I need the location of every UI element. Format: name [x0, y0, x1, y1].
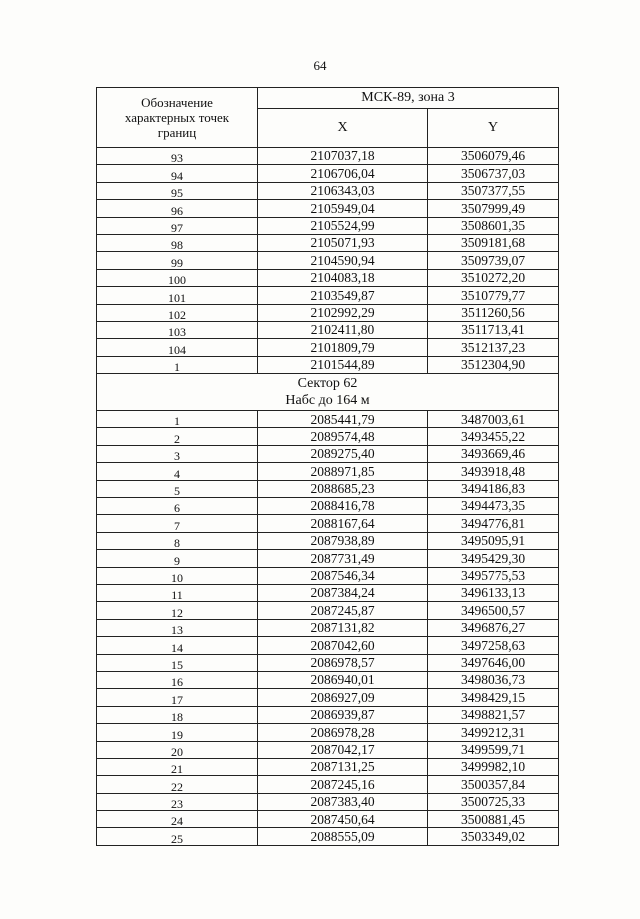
point-label-header-line: границ [157, 125, 197, 140]
point-label-cell: 7 [97, 515, 258, 532]
y-coordinate-cell: 3493918,48 [428, 463, 559, 480]
y-coordinate-cell: 3495775,53 [428, 567, 559, 584]
point-label-cell: 97 [97, 217, 258, 234]
table-row [97, 304, 559, 321]
x-coordinate-cell: 2086940,01 [258, 671, 428, 688]
point-label-header-line: характерных точек [124, 110, 230, 125]
point-label-cell: 98 [97, 234, 258, 251]
x-column-header: X [258, 109, 428, 148]
x-coordinate-cell: 2106706,04 [258, 165, 428, 182]
table-row [97, 706, 559, 723]
x-coordinate-cell: 2087131,82 [258, 619, 428, 636]
table-row [97, 532, 559, 549]
x-coordinate-cell: 2102411,80 [258, 321, 428, 338]
y-coordinate-cell: 3506079,46 [428, 148, 559, 165]
point-label-cell: 19 [97, 724, 258, 741]
table-row [97, 741, 559, 758]
y-coordinate-cell: 3495095,91 [428, 532, 559, 549]
point-label-cell: 6 [97, 498, 258, 515]
x-coordinate-cell: 2088416,78 [258, 498, 428, 515]
point-label-cell: 18 [97, 706, 258, 723]
x-coordinate-cell: 2089574,48 [258, 428, 428, 445]
y-coordinate-cell: 3498036,73 [428, 671, 559, 688]
table-row [97, 671, 559, 688]
x-coordinate-cell: 2087042,60 [258, 637, 428, 654]
point-label-cell: 23 [97, 793, 258, 810]
y-coordinate-cell: 3510272,20 [428, 269, 559, 286]
sector-section [97, 374, 559, 411]
x-coordinate-cell: 2087450,64 [258, 811, 428, 828]
point-label-cell: 8 [97, 532, 258, 549]
y-coordinate-cell: 3507999,49 [428, 200, 559, 217]
x-coordinate-cell: 2087245,87 [258, 602, 428, 619]
point-label-cell: 103 [97, 321, 258, 338]
point-label-cell: 102 [97, 304, 258, 321]
point-label-cell: 16 [97, 671, 258, 688]
x-coordinate-cell: 2101809,79 [258, 339, 428, 356]
table-body-top [97, 148, 559, 374]
y-coordinate-cell: 3509181,68 [428, 234, 559, 251]
table-row [97, 165, 559, 182]
x-coordinate-cell: 2106343,03 [258, 182, 428, 199]
table-row [97, 463, 559, 480]
y-coordinate-cell: 3496876,27 [428, 619, 559, 636]
x-coordinate-cell: 2087131,25 [258, 758, 428, 775]
table-row [97, 269, 559, 286]
point-label-cell: 2 [97, 428, 258, 445]
x-coordinate-cell: 2102992,29 [258, 304, 428, 321]
x-coordinate-cell: 2086978,57 [258, 654, 428, 671]
y-coordinate-cell: 3500881,45 [428, 811, 559, 828]
x-coordinate-cell: 2086978,28 [258, 724, 428, 741]
x-coordinate-cell: 2088971,85 [258, 463, 428, 480]
point-label-cell: 25 [97, 828, 258, 845]
table-row [97, 689, 559, 706]
y-coordinate-cell: 3487003,61 [428, 411, 559, 428]
y-coordinate-cell: 3499599,71 [428, 741, 559, 758]
y-column-header: Y [428, 109, 559, 148]
x-coordinate-cell: 2088167,64 [258, 515, 428, 532]
y-coordinate-cell: 3495429,30 [428, 550, 559, 567]
table-row [97, 828, 559, 845]
x-coordinate-cell: 2105071,93 [258, 234, 428, 251]
x-coordinate-cell: 2088685,23 [258, 480, 428, 497]
y-coordinate-cell: 3497258,63 [428, 637, 559, 654]
y-coordinate-cell: 3509739,07 [428, 252, 559, 269]
table-row [97, 724, 559, 741]
table-header [97, 88, 559, 148]
point-label-cell: 17 [97, 689, 258, 706]
table-row [97, 217, 559, 234]
y-coordinate-cell: 3500357,84 [428, 776, 559, 793]
x-coordinate-cell: 2086927,09 [258, 689, 428, 706]
table-row [97, 480, 559, 497]
table-row [97, 811, 559, 828]
y-coordinate-cell: 3493669,46 [428, 445, 559, 462]
y-coordinate-cell: 3507377,55 [428, 182, 559, 199]
table-row [97, 776, 559, 793]
point-label-cell: 22 [97, 776, 258, 793]
table-body-bottom [97, 411, 559, 846]
table-row [97, 793, 559, 810]
y-coordinate-cell: 3510779,77 [428, 287, 559, 304]
x-coordinate-cell: 2105949,04 [258, 200, 428, 217]
point-label-cell: 11 [97, 584, 258, 601]
x-coordinate-cell: 2087384,24 [258, 584, 428, 601]
sector-heading [97, 374, 559, 411]
table-row [97, 584, 559, 601]
point-label-header [97, 88, 258, 148]
table-row [97, 287, 559, 304]
x-coordinate-cell: 2088555,09 [258, 828, 428, 845]
table-row [97, 234, 559, 251]
table-row [97, 252, 559, 269]
y-coordinate-cell: 3494776,81 [428, 515, 559, 532]
x-coordinate-cell: 2104083,18 [258, 269, 428, 286]
point-label-cell: 5 [97, 480, 258, 497]
point-label-header-line: Обозначение [141, 95, 213, 110]
table-row [97, 356, 559, 373]
x-coordinate-cell: 2087245,16 [258, 776, 428, 793]
y-coordinate-cell: 3512137,23 [428, 339, 559, 356]
table-row [97, 515, 559, 532]
point-label-cell: 9 [97, 550, 258, 567]
table-row [97, 148, 559, 165]
y-coordinate-cell: 3506737,03 [428, 165, 559, 182]
point-label-cell: 104 [97, 339, 258, 356]
x-coordinate-cell: 2087938,89 [258, 532, 428, 549]
x-coordinate-cell: 2086939,87 [258, 706, 428, 723]
x-coordinate-cell: 2087042,17 [258, 741, 428, 758]
table-row [97, 567, 559, 584]
point-label-cell: 4 [97, 463, 258, 480]
x-coordinate-cell: 2087546,34 [258, 567, 428, 584]
y-coordinate-cell: 3494473,35 [428, 498, 559, 515]
table-row [97, 498, 559, 515]
point-label-cell: 94 [97, 165, 258, 182]
point-label-cell: 3 [97, 445, 258, 462]
x-coordinate-cell: 2087731,49 [258, 550, 428, 567]
sector-title: Сектор 62 [297, 376, 358, 392]
point-label-cell: 95 [97, 182, 258, 199]
table-row [97, 411, 559, 428]
table-row [97, 428, 559, 445]
point-label-cell: 99 [97, 252, 258, 269]
coordinate-system-header: МСК-89, зона 3 [258, 88, 559, 109]
y-coordinate-cell: 3512304,90 [428, 356, 559, 373]
table-row [97, 637, 559, 654]
y-coordinate-cell: 3503349,02 [428, 828, 559, 845]
x-coordinate-cell: 2101544,89 [258, 356, 428, 373]
x-coordinate-cell: 2085441,79 [258, 411, 428, 428]
point-label-cell: 20 [97, 741, 258, 758]
table-row [97, 200, 559, 217]
y-coordinate-cell: 3496500,57 [428, 602, 559, 619]
point-label-cell: 21 [97, 758, 258, 775]
x-coordinate-cell: 2089275,40 [258, 445, 428, 462]
sector-height: Набс до 164 м [285, 393, 370, 409]
table-row [97, 321, 559, 338]
y-coordinate-cell: 3499982,10 [428, 758, 559, 775]
x-coordinate-cell: 2087383,40 [258, 793, 428, 810]
table-row [97, 758, 559, 775]
point-label-cell: 15 [97, 654, 258, 671]
table-row [97, 339, 559, 356]
y-coordinate-cell: 3496133,13 [428, 584, 559, 601]
point-label-cell: 24 [97, 811, 258, 828]
page-number: 64 [313, 58, 327, 73]
table-row [97, 654, 559, 671]
table-row [97, 445, 559, 462]
point-label-cell: 12 [97, 602, 258, 619]
x-coordinate-cell: 2104590,94 [258, 252, 428, 269]
point-label-cell: 14 [97, 637, 258, 654]
y-coordinate-cell: 3494186,83 [428, 480, 559, 497]
point-label-cell: 10 [97, 567, 258, 584]
x-coordinate-cell: 2105524,99 [258, 217, 428, 234]
y-coordinate-cell: 3498429,15 [428, 689, 559, 706]
table-row [97, 602, 559, 619]
point-label-cell: 93 [97, 148, 258, 165]
y-coordinate-cell: 3493455,22 [428, 428, 559, 445]
x-coordinate-cell: 2107037,18 [258, 148, 428, 165]
y-coordinate-cell: 3497646,00 [428, 654, 559, 671]
point-label-cell: 13 [97, 619, 258, 636]
point-label-cell: 1 [97, 411, 258, 428]
y-coordinate-cell: 3508601,35 [428, 217, 559, 234]
table-row [97, 550, 559, 567]
y-coordinate-cell: 3500725,33 [428, 793, 559, 810]
point-label-cell: 96 [97, 200, 258, 217]
table-row [97, 619, 559, 636]
point-label-cell: 100 [97, 269, 258, 286]
coordinates-table [96, 87, 559, 846]
y-coordinate-cell: 3511713,41 [428, 321, 559, 338]
table-row [97, 182, 559, 199]
point-label-cell: 1 [97, 356, 258, 373]
y-coordinate-cell: 3499212,31 [428, 724, 559, 741]
x-coordinate-cell: 2103549,87 [258, 287, 428, 304]
y-coordinate-cell: 3498821,57 [428, 706, 559, 723]
point-label-cell: 101 [97, 287, 258, 304]
y-coordinate-cell: 3511260,56 [428, 304, 559, 321]
